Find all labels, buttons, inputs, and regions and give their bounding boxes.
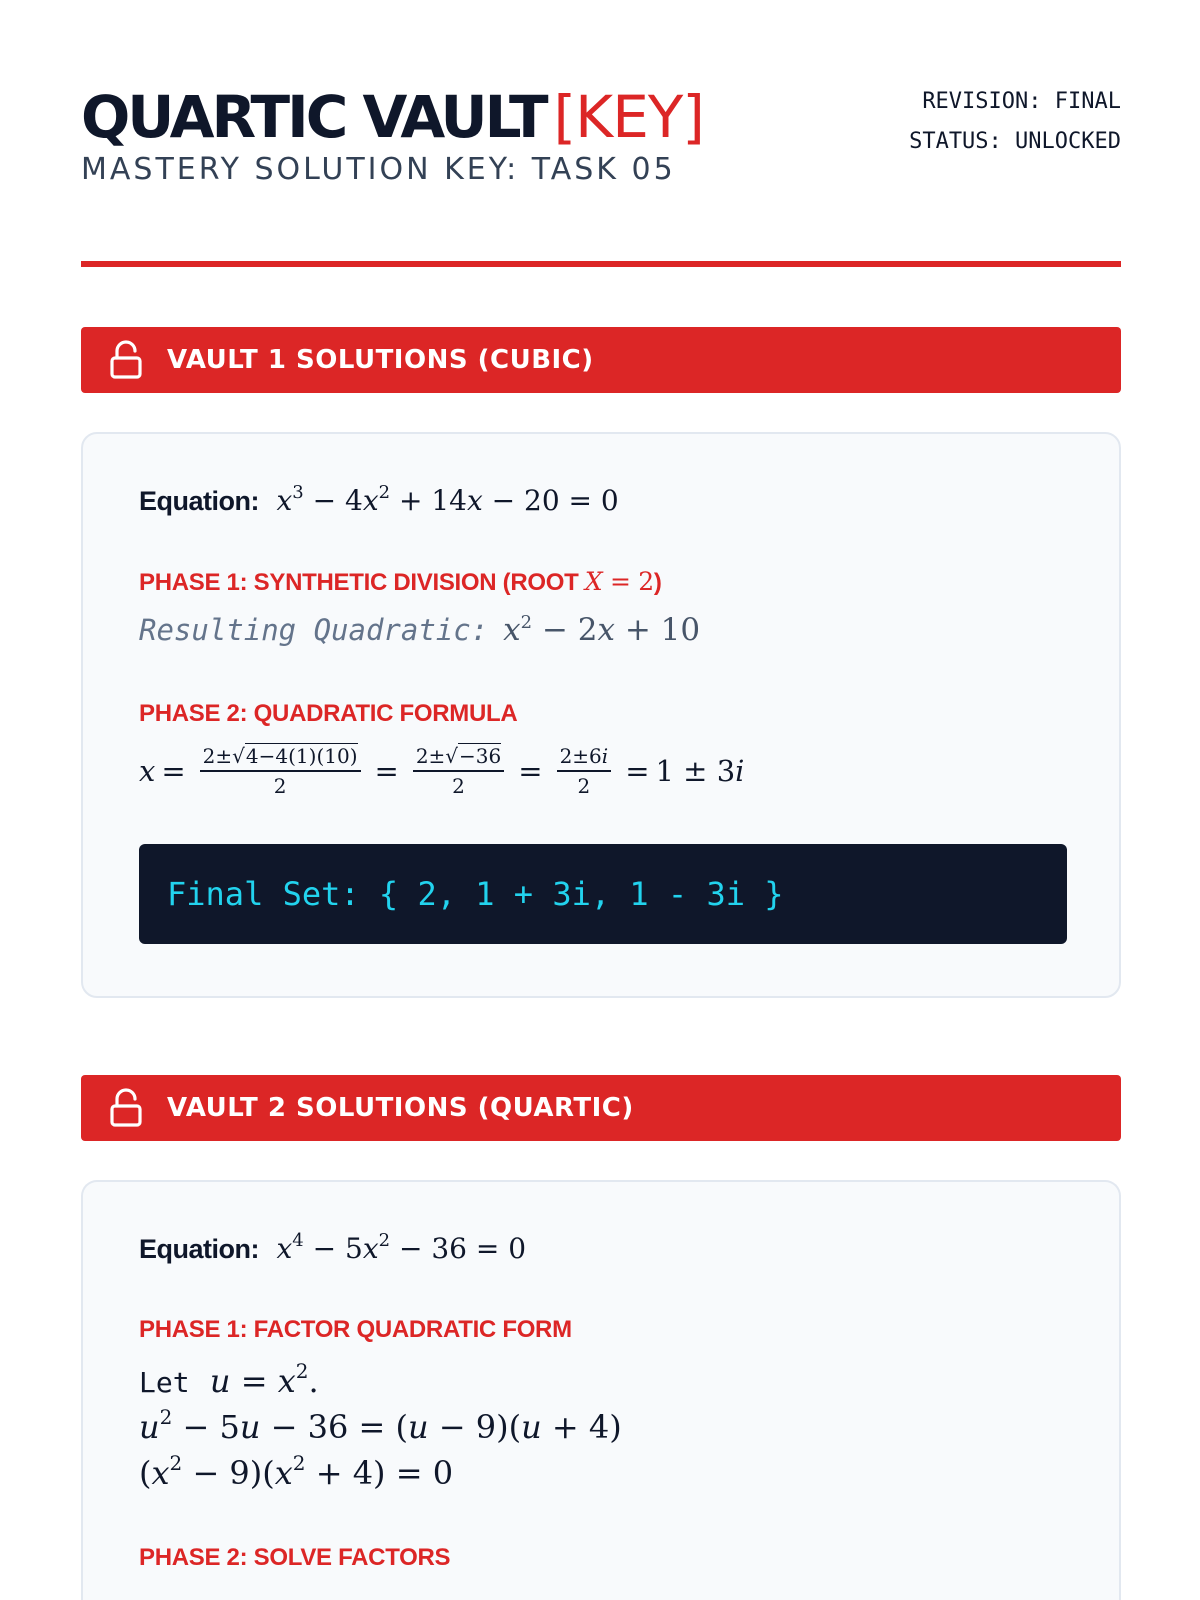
fraction-step-2: $\frac{2\pm√-36}{2}$ <box>413 744 504 798</box>
equation-label: Equation: <box>139 1234 259 1264</box>
vault1-title: VAULT 1 SOLUTIONS (CUBIC) <box>167 345 594 375</box>
unlocked-padlock-icon <box>109 1088 143 1128</box>
vault1-card <box>81 432 1121 998</box>
vault1-equation <box>139 484 619 517</box>
vault1-final-set <box>139 844 1067 944</box>
page-subtitle: MASTERY SOLUTION KEY: TASK 05 <box>81 152 676 187</box>
title-main: QUARTIC VAULT <box>81 83 546 151</box>
header-divider <box>81 261 1121 267</box>
factored-x-line: $(x^2 - 9)(x^2 + 4) = 0$ <box>139 1451 454 1492</box>
vault1-phase2-heading: PHASE 2: QUADRATIC FORMULA <box>139 700 518 727</box>
resulting-expression: $x^2 - 2x + 10$ <box>503 612 701 648</box>
quadratic-formula-steps: x = $\frac{2\pm√4-4(1)(10)}{2}$ = $\frac{2\pm√-36}{2}$ = $\frac{2\pm 6i}{2}$ = 1 ± 3 i <box>139 744 745 798</box>
final-set-text: Final Set: { 2, 1 + 3i, 1 - 3i } <box>167 875 784 913</box>
resulting-label: Resulting Quadratic: <box>139 613 489 647</box>
quartic-equation: $x^4 - 5x^2 - 36 = 0$ <box>276 1230 527 1265</box>
vault2-title: VAULT 2 SOLUTIONS (QUARTIC) <box>167 1093 634 1123</box>
vault1-banner <box>81 327 1121 393</box>
vault2-phase2-heading: PHASE 2: SOLVE FACTORS <box>139 1544 451 1571</box>
fraction-step-3: $\frac{2\pm 6i}{2}$ <box>557 744 612 798</box>
vault2-equation <box>139 1232 526 1265</box>
status-label: STATUS: UNLOCKED <box>909 129 1121 154</box>
equation-label: Equation: <box>139 486 259 516</box>
vault2-card <box>81 1180 1121 1600</box>
let-label: Let <box>139 1366 190 1399</box>
vault2-banner <box>81 1075 1121 1141</box>
fraction-step-1: $\frac{2\pm√4-4(1)(10)}{2}$ <box>200 744 361 798</box>
cubic-equation: $x^3 - 4x^2 + 14x - 20 = 0$ <box>276 482 619 517</box>
revision-label: REVISION: FINAL <box>922 89 1121 114</box>
title-key-tag: [KEY] <box>553 83 704 151</box>
factored-u-line: $u^2 - 5u - 36 = (u - 9)(u + 4)$ <box>139 1405 622 1446</box>
vault1-phase1-heading: PHASE 1: SYNTHETIC DIVISION (ROOT X = 2) <box>139 567 662 596</box>
substitution-line: Let $u = x^2$. <box>139 1359 319 1400</box>
unlocked-padlock-icon <box>109 340 143 380</box>
page-title <box>81 82 704 152</box>
vault2-phase1-heading: PHASE 1: FACTOR QUADRATIC FORM <box>139 1316 572 1343</box>
revision-meta <box>909 82 1121 162</box>
resulting-quadratic <box>139 612 700 648</box>
